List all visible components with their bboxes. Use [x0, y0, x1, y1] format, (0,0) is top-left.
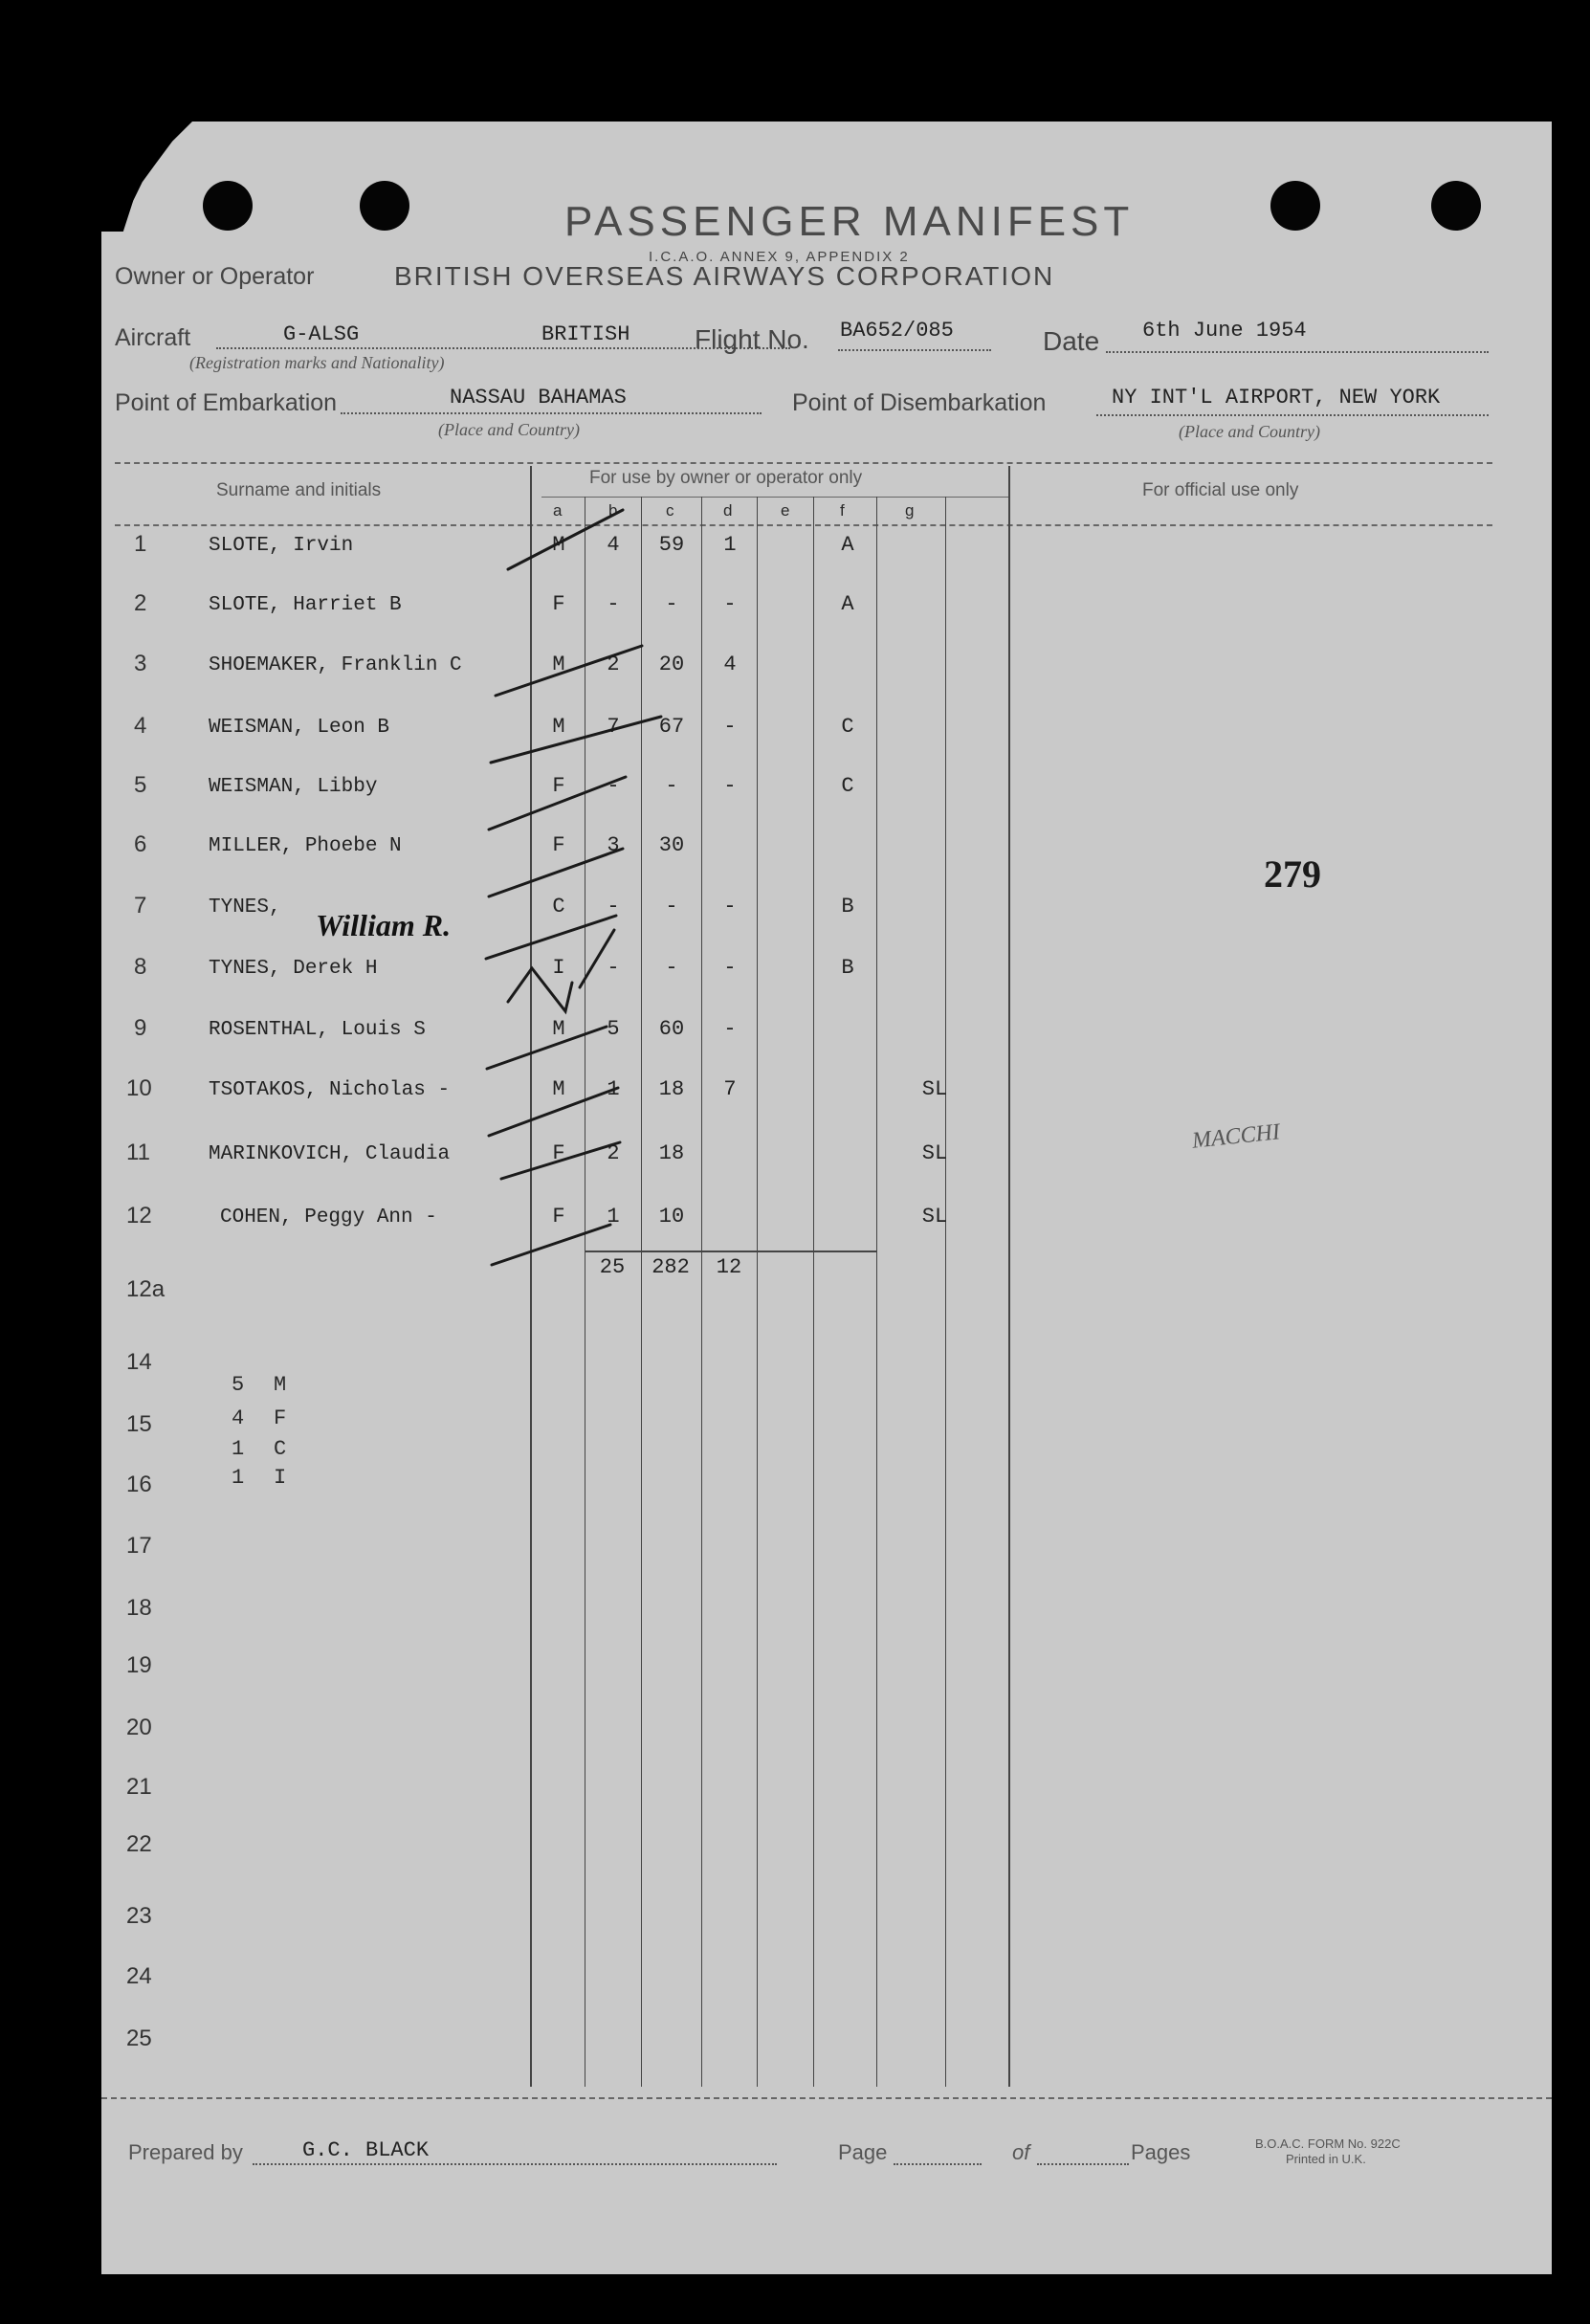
- passenger-name: ROSENTHAL, Louis S: [209, 1019, 426, 1041]
- row-number: 19: [126, 1652, 152, 1678]
- row-number: 25: [126, 2025, 152, 2051]
- form-number: B.O.A.C. FORM No. 922C: [1255, 2136, 1401, 2151]
- cell-d: 7: [723, 1077, 737, 1101]
- cell-g: SL: [921, 1205, 948, 1228]
- row-number: 10: [126, 1075, 152, 1101]
- row-number: 12: [126, 1203, 152, 1228]
- cell-a: F: [552, 1205, 565, 1228]
- cell-c: 60: [658, 1017, 685, 1041]
- column-header-c: c: [666, 501, 674, 520]
- cell-c: 59: [658, 533, 685, 557]
- flight-date: 6th June 1954: [1142, 319, 1307, 343]
- row-number: 9: [134, 1015, 147, 1041]
- column-header-a: a: [553, 501, 563, 520]
- total-c: 282: [651, 1255, 690, 1279]
- cell-d: -: [723, 715, 737, 739]
- owner-label: Owner or Operator: [115, 263, 315, 290]
- row-number: 1: [134, 531, 147, 557]
- cell-b: -: [607, 774, 620, 798]
- cell-c: 20: [658, 653, 685, 676]
- summary-count-1: 5: [232, 1373, 245, 1397]
- cell-g: SL: [921, 1141, 948, 1165]
- prepared-value: G.C. BLACK: [302, 2138, 430, 2162]
- aircraft-caption: (Registration marks and Nationality): [189, 353, 445, 372]
- cell-c: 30: [658, 833, 685, 857]
- total-b: 25: [599, 1255, 626, 1279]
- total-d: 12: [716, 1255, 742, 1279]
- row-number: 18: [126, 1595, 152, 1621]
- cell-c: 18: [658, 1077, 685, 1101]
- cell-d: -: [723, 774, 737, 798]
- row-number: 6: [134, 831, 147, 857]
- passenger-name: WEISMAN, Libby: [209, 776, 378, 798]
- cell-a: C: [552, 895, 565, 919]
- flight-label: Flight No.: [695, 324, 809, 354]
- summary-count-2: 4: [232, 1406, 245, 1430]
- column-header-d: d: [723, 501, 733, 520]
- cell-b: 4: [607, 533, 620, 557]
- cell-c: -: [665, 592, 678, 616]
- summary-code-4: I: [274, 1466, 287, 1490]
- column-header-b: b: [608, 501, 618, 520]
- disembarkation-label: Point of Disembarkation: [792, 389, 1047, 416]
- cell-f: C: [841, 715, 854, 739]
- row-number: 15: [126, 1411, 152, 1437]
- cell-c: 10: [658, 1205, 685, 1228]
- row-number: 11: [126, 1140, 150, 1165]
- owner-value: BRITISH OVERSEAS AIRWAYS CORPORATION: [394, 261, 1055, 291]
- row-number: 4: [134, 713, 147, 739]
- row-number: 7: [134, 893, 147, 919]
- cell-c: -: [665, 895, 678, 919]
- passenger-name: TSOTAKOS, Nicholas -: [209, 1079, 451, 1101]
- cell-a: M: [552, 715, 565, 739]
- cell-b: 5: [607, 1017, 620, 1041]
- summary-count-4: 1: [232, 1466, 245, 1490]
- cell-b: 2: [607, 653, 620, 676]
- passenger-name: COHEN, Peggy Ann -: [220, 1206, 437, 1228]
- column-header-e: e: [781, 501, 790, 520]
- aircraft-registration: G-ALSG: [283, 322, 360, 346]
- date-label: Date: [1043, 326, 1100, 356]
- of-label: of: [1012, 2140, 1030, 2164]
- row-number: 5: [134, 772, 147, 798]
- cell-a: M: [552, 653, 565, 676]
- passenger-name: TYNES,: [209, 896, 281, 919]
- pages-label: Pages: [1131, 2140, 1191, 2164]
- passenger-name: MARINKOVICH, Claudia: [209, 1143, 451, 1165]
- cell-b: 1: [607, 1205, 620, 1228]
- cell-d: 1: [723, 533, 737, 557]
- owner-use-header: For use by owner or operator only: [589, 468, 863, 488]
- cell-a: M: [552, 533, 565, 557]
- printed-in: Printed in U.K.: [1286, 2152, 1366, 2166]
- embarkation-caption: (Place and Country): [438, 420, 580, 439]
- summary-count-3: 1: [232, 1437, 245, 1461]
- flight-number: BA652/085: [840, 319, 954, 343]
- row-number: 14: [126, 1349, 152, 1375]
- cell-a: I: [552, 956, 565, 980]
- column-header-g: g: [905, 501, 915, 520]
- surname-header: Surname and initials: [216, 480, 382, 500]
- cell-f: A: [841, 533, 854, 557]
- manifest-sheet: [101, 122, 1552, 2274]
- cell-g: SL: [921, 1077, 948, 1101]
- official-page-number: 279: [1264, 852, 1321, 896]
- summary-code-1: M: [274, 1373, 287, 1397]
- row-number: 2: [134, 590, 147, 616]
- column-header-f: f: [840, 501, 845, 520]
- row-number: 16: [126, 1472, 152, 1497]
- cell-a: F: [552, 592, 565, 616]
- cell-b: -: [607, 895, 620, 919]
- manifest-title: PASSENGER MANIFEST: [564, 198, 1135, 245]
- row-number: 12a: [126, 1276, 166, 1302]
- cell-d: -: [723, 895, 737, 919]
- row-number: 20: [126, 1715, 152, 1740]
- cell-b: 7: [607, 715, 620, 739]
- row-number: 21: [126, 1774, 152, 1800]
- row-number: 23: [126, 1903, 152, 1929]
- cell-a: F: [552, 833, 565, 857]
- handwritten-note: MACCHI: [1190, 1119, 1282, 1154]
- cell-a: M: [552, 1017, 565, 1041]
- official-use-header: For official use only: [1142, 480, 1299, 500]
- cell-b: 2: [607, 1141, 620, 1165]
- passenger-name: WEISMAN, Leon B: [209, 717, 390, 739]
- summary-code-2: F: [274, 1406, 287, 1430]
- cell-f: B: [841, 956, 854, 980]
- row-number: 8: [134, 954, 147, 980]
- row-number: 22: [126, 1831, 152, 1857]
- check-strokes: [101, 122, 1552, 2274]
- embarkation-label: Point of Embarkation: [115, 389, 338, 416]
- cell-c: 18: [658, 1141, 685, 1165]
- disembarkation-caption: (Place and Country): [1179, 422, 1320, 441]
- aircraft-label: Aircraft: [115, 324, 191, 351]
- page-label: Page: [838, 2140, 888, 2164]
- row-number: 17: [126, 1533, 152, 1559]
- cell-c: 67: [658, 715, 685, 739]
- cell-a: F: [552, 774, 565, 798]
- cell-a: F: [552, 1141, 565, 1165]
- row-number: 24: [126, 1963, 152, 1989]
- cell-b: -: [607, 592, 620, 616]
- cell-f: B: [841, 895, 854, 919]
- passenger-name: SLOTE, Irvin: [209, 535, 354, 557]
- passenger-name: SHOEMAKER, Franklin C: [209, 654, 462, 676]
- cell-d: -: [723, 1017, 737, 1041]
- cell-d: -: [723, 592, 737, 616]
- passenger-name: SLOTE, Harriet B: [209, 594, 402, 616]
- cell-c: -: [665, 774, 678, 798]
- aircraft-nationality: BRITISH: [541, 322, 630, 346]
- cell-d: -: [723, 956, 737, 980]
- cell-a: M: [552, 1077, 565, 1101]
- summary-code-3: C: [274, 1437, 287, 1461]
- row-number: 3: [134, 651, 147, 676]
- cell-b: 3: [607, 833, 620, 857]
- disembarkation-value: NY INT'L AIRPORT, NEW YORK: [1112, 386, 1441, 409]
- passenger-name: MILLER, Phoebe N: [209, 835, 402, 857]
- cell-f: C: [841, 774, 854, 798]
- cell-b: -: [607, 956, 620, 980]
- embarkation-value: NASSAU BAHAMAS: [450, 386, 627, 409]
- cell-b: 1: [607, 1077, 620, 1101]
- handwritten-given-name: William R.: [316, 908, 452, 942]
- cell-c: -: [665, 956, 678, 980]
- passenger-name: TYNES, Derek H: [209, 958, 378, 980]
- prepared-label: Prepared by: [128, 2140, 243, 2164]
- cell-f: A: [841, 592, 854, 616]
- manifest-subtitle: I.C.A.O. ANNEX 9, APPENDIX 2: [649, 249, 910, 265]
- cell-d: 4: [723, 653, 737, 676]
